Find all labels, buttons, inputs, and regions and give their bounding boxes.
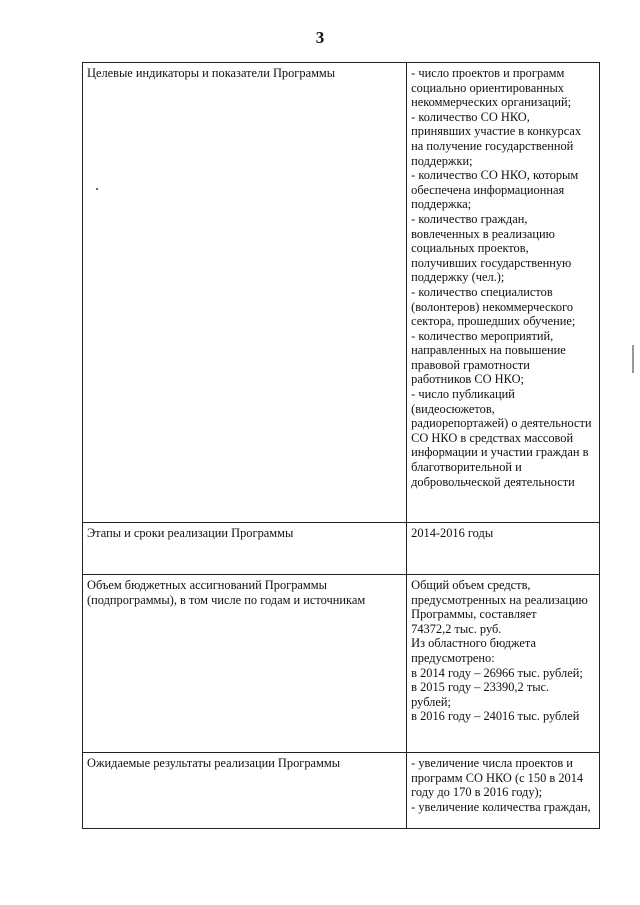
value-line: работников СО НКО; <box>411 372 524 387</box>
value-line: в 2014 году – 26966 тыс. рублей; <box>411 665 583 680</box>
value-line: в 2016 году – 24016 тыс. рублей <box>411 709 580 724</box>
value-line: СО НКО в средствах массовой <box>411 430 574 445</box>
value-line: - количество специалистов <box>411 284 553 299</box>
value-line: - количество мероприятий, <box>411 328 554 343</box>
value-line: году до 170 в 2016 году); <box>411 785 543 800</box>
value-line: предусмотренных на реализацию <box>411 592 588 607</box>
value-line: поддержку (чел.); <box>411 270 505 285</box>
value-line: на получение государственной <box>411 138 574 153</box>
value-line: Общий объем средств, <box>411 578 531 592</box>
value-line: - число проектов и программ <box>411 66 565 80</box>
table-row <box>83 523 600 575</box>
row-label-budget-allocations: Объем бюджетных ассигнований Программы (подпрограммы), в том числе по годам и источникам <box>83 575 407 753</box>
page-number: 3 <box>315 28 325 47</box>
row-label-expected-results: Ожидаемые результаты реализации Программы <box>83 753 407 829</box>
value-line: - количество СО НКО, которым <box>411 168 579 183</box>
value-line: радиорепортажей) о деятельности <box>411 416 592 431</box>
value-line: Программы, составляет <box>411 607 537 622</box>
table-row <box>83 63 600 523</box>
value-line: - количество граждан, <box>411 211 528 226</box>
value-line: благотворительной и <box>411 460 522 475</box>
value-line: (волонтеров) некоммерческого <box>411 299 574 314</box>
value-line: программ СО НКО (с 150 в 2014 <box>411 770 584 785</box>
scan-speck <box>96 188 98 190</box>
value-line: Из областного бюджета <box>411 636 536 651</box>
value-line: поддержки; <box>411 153 473 168</box>
value-line: социальных проектов, <box>411 241 529 256</box>
value-line: принявших участие в конкурсах <box>411 124 582 139</box>
value-line: получивших государственную <box>411 255 572 270</box>
value-line: - количество СО НКО, <box>411 109 530 124</box>
row-label-stages-and-terms: Этапы и сроки реализации Программы <box>83 523 407 575</box>
value-line: правовой грамотности <box>411 357 530 372</box>
value-line: предусмотрено: <box>411 650 495 665</box>
table-row <box>83 575 600 753</box>
value-line: информации и участии граждан в <box>411 445 589 460</box>
value-line: направленных на повышение <box>411 343 566 358</box>
value-line: рублей; <box>411 694 451 709</box>
value-line: поддержка; <box>411 197 472 212</box>
value-line: 2014-2016 годы <box>411 526 494 540</box>
value-line: в 2015 году – 23390,2 тыс. <box>411 680 550 695</box>
row-value-budget-allocations <box>407 575 600 753</box>
value-line: 74372,2 тыс. руб. <box>411 621 502 636</box>
row-value-stages-and-terms <box>407 523 600 575</box>
value-line: (видеосюжетов, <box>411 401 495 416</box>
value-line: вовлеченных в реализацию <box>411 226 555 241</box>
value-line: обеспечена информационная <box>411 182 565 197</box>
value-line: добровольческой деятельности <box>411 474 575 489</box>
row-value-target-indicators <box>407 63 600 523</box>
value-line: сектора, прошедших обучение; <box>411 314 576 329</box>
value-line: - увеличение числа проектов и <box>411 756 573 770</box>
row-label-target-indicators: Целевые индикаторы и показатели Программы <box>83 63 407 523</box>
value-line: социально ориентированных <box>411 80 565 95</box>
program-passport-table <box>82 62 600 829</box>
table-row <box>83 753 600 829</box>
value-line: некоммерческих организаций; <box>411 95 572 110</box>
value-line: - число публикаций <box>411 387 515 402</box>
row-value-expected-results <box>407 753 600 829</box>
scan-edge-mark <box>632 345 634 373</box>
value-line: - увеличение количества граждан, <box>411 799 591 814</box>
